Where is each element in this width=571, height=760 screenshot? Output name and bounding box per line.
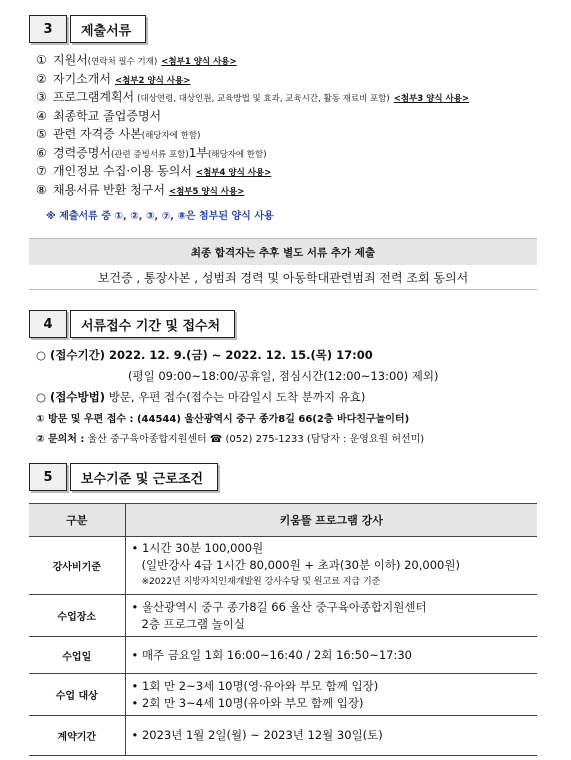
row-label: 수업일 [29,637,125,674]
item-number: ③ [36,90,47,104]
item-name: 채용서류 반환 청구서 [53,182,165,197]
item-name: 프로그램계획서 [53,90,135,104]
reception-contact [36,430,424,445]
row-value: • 매주 금요일 1회 16:00~16:40 / 2회 16:50~17:30 [125,637,537,674]
header-category: 구분 [29,504,125,537]
row-label: 강사비기준 [29,537,125,595]
reception-address: ① 방문 및 우편 접수 : (44544) 울산광역시 중구 종가8길 66(2층 바다친구놀이터) [36,414,410,425]
document-list [36,51,469,199]
item-name: 경력증명서 [53,145,111,160]
reception-method [36,389,365,405]
fee-line-3: ※2022년 지방자치인재개발원 강사수당 및 원고료 지급 기준 [141,577,381,587]
list-item [36,125,469,144]
reception-period-note: (평일 09:00~18:00/공휴일, 점심시간(12:00~13:00) 제외) [128,369,439,383]
table-row [29,716,537,756]
item-attachment: <첨부4 양식 사용> [195,168,272,178]
table-header-row [29,504,537,537]
pay-conditions-table [29,503,537,756]
table-row [29,674,537,716]
list-item [36,107,469,126]
row-label: 수업장소 [29,595,125,637]
section-5-header [29,463,218,491]
place-line-2: 2층 프로그램 놀이실 [141,616,245,631]
list-item [36,88,469,107]
item-number: ⑦ [36,164,47,178]
row-label: 계약기간 [29,716,125,756]
item-number: ⑧ [36,182,47,197]
place-line-1: • 울산광역시 중구 종가8길 66 울산 중구육아종합지원센터 [131,599,427,614]
item-attachment: <첨부1 양식 사용> [161,57,237,67]
reception-period [36,347,373,363]
period-label: ○ (접수기간) [36,348,105,362]
list-item [36,181,469,200]
section-title: 제출서류 [70,15,146,43]
item-number: ④ [36,108,47,123]
contact-label: ② 문의처 : [36,434,85,445]
section-title: 서류접수 기간 및 접수처 [70,310,235,338]
item-note-2: (해당자에 한함) [207,149,267,160]
section-number: 3 [29,15,67,43]
item-note: (연락처 필수 기재) [87,57,158,67]
row-value [125,537,537,595]
list-item [36,51,469,70]
form-usage-note: ※ 제출서류 중 ①, ②, ③, ⑦, ⑧은 첨부된 양식 사용 [46,211,274,222]
item-note: (대상연령, 대상인원, 교육방법 및 효과, 교육시간, 활동 재료비 포함) [137,94,390,104]
section-title: 보수기준 및 근로조건 [70,463,218,491]
list-item [36,70,469,89]
item-number: ① [36,53,47,67]
row-label: 수업 대상 [29,674,125,716]
contact-value: 울산 중구육아종합지원센터 ☎ (052) 275-1233 (담당자 : 운영요원 허선미) [84,434,425,445]
list-item [36,162,469,181]
fee-line-2: (일반강사 4급 1시간 80,000원 + 초과(30분 이하) 20,000원) [141,558,460,572]
item-attachment: <첨부5 양식 사용> [168,186,245,197]
item-name: 지원서 [53,53,88,67]
table-row [29,595,537,637]
item-note: (관련 증빙서류 포함) [110,149,189,160]
item-name: 자기소개서 [53,71,111,86]
item-count: 1부 [188,145,208,160]
final-box-body: 보건증 , 통장사본 , 성범죄 경력 및 아동학대관련범죄 전력 조회 동의서 [29,265,537,290]
section-3-header [29,15,146,43]
item-number: ⑥ [36,145,47,160]
item-number: ② [36,71,47,86]
table-row [29,637,537,674]
table-row [29,537,537,595]
row-value: • 2023년 1월 2일(월) ~ 2023년 12월 30일(토) [125,716,537,756]
header-position: 키움뜰 프로그램 강사 [125,504,537,537]
item-attachment: <첨부3 양식 사용> [393,94,470,104]
item-name: 최종학교 졸업증명서 [53,108,162,123]
section-number: 5 [29,463,67,491]
item-name: 관련 자격증 사본 [53,127,142,141]
section-4-header [29,310,235,338]
item-name: 개인정보 수집·이용 동의서 [53,164,192,178]
final-box-heading: 최종 합격자는 추후 별도 서류 추가 제출 [29,238,537,265]
item-note: (해당자에 한함) [141,131,201,141]
target-line-1: • 1회 만 2~3세 10명(영·유아와 부모 함께 입장) [131,678,379,693]
item-number: ⑤ [36,127,47,141]
target-line-2: • 2회 만 3~4세 10명(유아와 부모 함께 입장) [131,695,364,710]
fee-line-1: • 1시간 30분 100,000원 [131,541,264,555]
item-attachment: <첨부2 양식 사용> [114,75,191,86]
row-value [125,595,537,637]
period-value: 2022. 12. 9.(금) ~ 2022. 12. 15.(목) 17:00 [105,348,373,362]
method-value: 방문, 우편 접수(접수는 마감일시 도착 분까지 유효) [105,390,366,404]
method-label: ○ (접수방법) [36,390,105,404]
row-value [125,674,537,716]
section-number: 4 [29,310,67,338]
final-applicant-box [29,238,537,290]
list-item [36,144,469,163]
